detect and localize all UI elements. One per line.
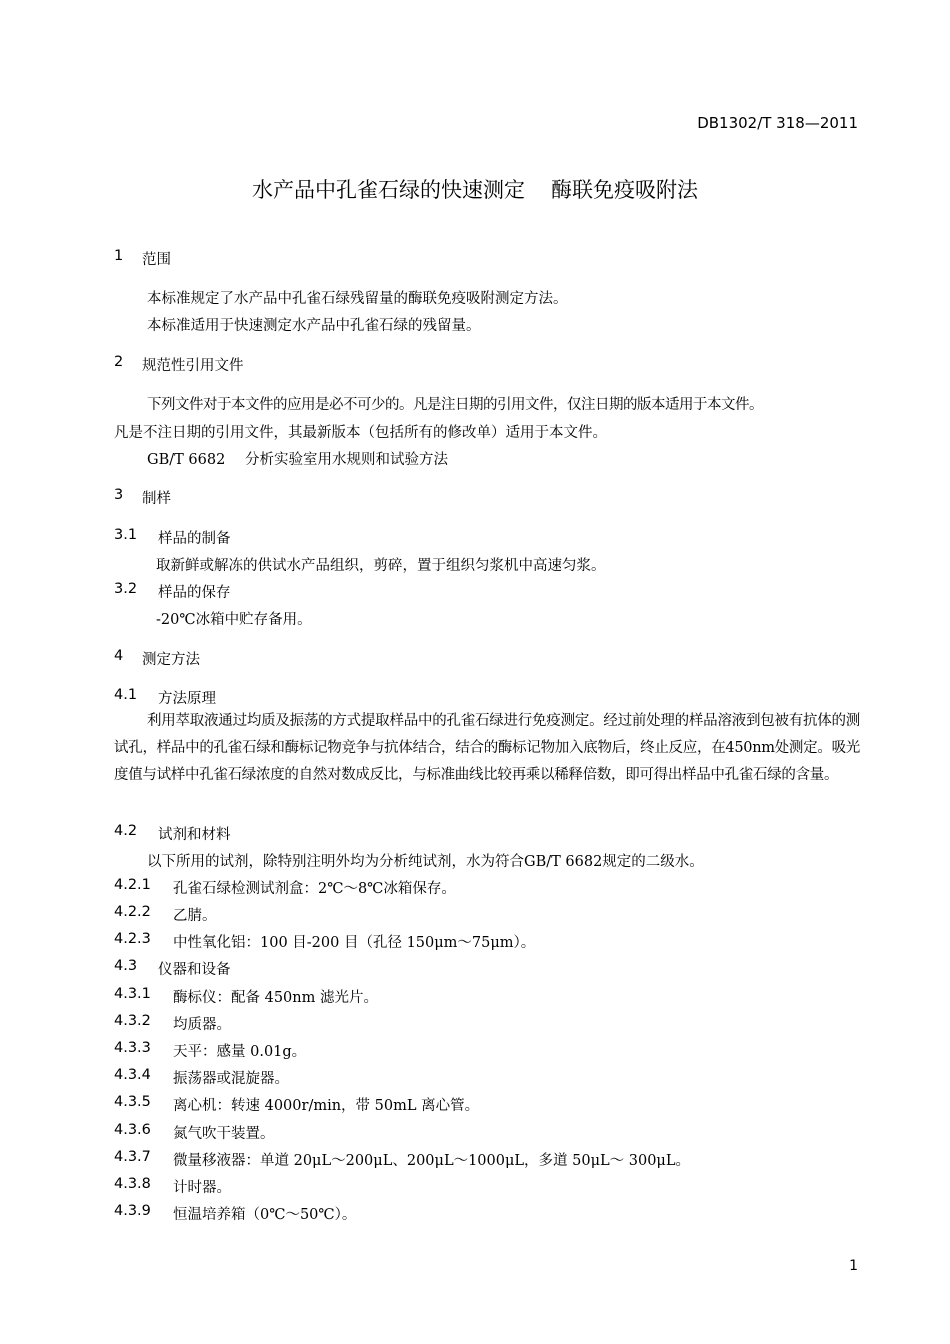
subsection-title: 试剂和材料 (158, 827, 231, 843)
section-number: 1 (114, 248, 124, 264)
item-text: 酶标仪：配备 450nm 滤光片。 (173, 990, 378, 1006)
reference-code: GB/T 6682 (147, 452, 226, 468)
item-number: 4.3.3 (114, 1040, 151, 1056)
item-text: 天平：感量 0.01g。 (173, 1044, 307, 1060)
subsection-title: 方法原理 (158, 691, 216, 707)
section-title: 制样 (142, 491, 171, 507)
document-title (0, 174, 950, 204)
subsection-title: 仪器和设备 (158, 962, 231, 978)
item-text: 氮气吹干装置。 (173, 1126, 275, 1142)
item-number: 4.3.9 (114, 1203, 151, 1219)
subsection-3-2-text: -20℃冰箱中贮存备用。 (156, 612, 312, 628)
subsection-number: 4.3 (114, 958, 138, 974)
item-text: 孔雀石绿检测试剂盒：2℃～8℃冰箱保存。 (173, 881, 456, 897)
item-number: 4.2.3 (114, 931, 151, 947)
item-text: 计时器。 (173, 1180, 231, 1196)
item-number: 4.2.1 (114, 877, 151, 893)
title-method: 酶联免疫吸附法 (551, 178, 698, 202)
subsection-4-2-text: 以下所用的试剂，除特别注明外均为分析纯试剂，水为符合GB/T 6682规定的二级水。 (147, 854, 704, 870)
item-number: 4.3.7 (114, 1149, 151, 1165)
item-number: 4.2.2 (114, 904, 151, 920)
item-text: 微量移液器：单道 20μL～200μL、200μL～1000μL，多道 50μL～ 300μL。 (173, 1153, 690, 1169)
section-1-paragraph-2: 本标准适用于快速测定水产品中孔雀石绿的残留量。 (147, 318, 481, 334)
subsection-4-1-text: 利用萃取液通过均质及振荡的方式提取样品中的孔雀石绿进行免疫测定。经过前处理的样品溶液到包被有抗体的测试孔，样品中的孔雀石绿和酶标记物竞争与抗体结合，结合的酶标记物加入底物后，终止反应，在450nm处测定。吸光度值与试样中孔雀石绿浓度的自然对数成反比，与标准曲线比较再乘以稀释倍数，即可得出样品中孔雀石绿的含量。 (114, 713, 860, 783)
subsection-number: 4.1 (114, 687, 138, 703)
normative-reference (147, 448, 448, 469)
item-number: 4.3.2 (114, 1013, 151, 1029)
item-text: 离心机：转速 4000r/min，带 50mL 离心管。 (173, 1098, 480, 1114)
section-number: 4 (114, 648, 124, 664)
subsection-number: 3.1 (114, 527, 138, 543)
subsection-3-1-text: 取新鲜或解冻的供试水产品组织，剪碎，置于组织匀浆机中高速匀浆。 (156, 558, 606, 574)
document-code: DB1302/T 318—2011 (697, 114, 858, 132)
section-2-paragraph-line-2: 凡是不注日期的引用文件，其最新版本（包括所有的修改单）适用于本文件。 (114, 425, 607, 441)
reference-title: 分析实验室用水规则和试验方法 (245, 452, 448, 468)
item-text: 均质器。 (173, 1017, 231, 1033)
item-number: 4.3.5 (114, 1094, 151, 1110)
item-number: 4.3.8 (114, 1176, 151, 1192)
item-number: 4.3.6 (114, 1122, 151, 1138)
section-number: 2 (114, 354, 124, 370)
subsection-number: 4.2 (114, 823, 138, 839)
section-1-paragraph-1: 本标准规定了水产品中孔雀石绿残留量的酶联免疫吸附测定方法。 (147, 291, 568, 307)
item-text: 中性氧化铝：100 目-200 目（孔径 150μm～75μm）。 (173, 935, 536, 951)
page-number: 1 (849, 1258, 858, 1274)
item-text: 恒温培养箱（0℃～50℃）。 (173, 1207, 357, 1223)
section-2-paragraph-line-1: 下列文件对于本文件的应用是必不可少的。凡是注日期的引用文件，仅注日期的版本适用于本文件。 (147, 397, 763, 413)
section-number: 3 (114, 487, 124, 503)
subsection-title: 样品的制备 (158, 531, 231, 547)
section-title: 规范性引用文件 (142, 358, 244, 374)
subsection-title: 样品的保存 (158, 585, 231, 601)
item-text: 乙腈。 (173, 908, 217, 924)
section-title: 测定方法 (142, 652, 200, 668)
item-number: 4.3.4 (114, 1067, 151, 1083)
item-number: 4.3.1 (114, 986, 151, 1002)
item-text: 振荡器或混旋器。 (173, 1071, 289, 1087)
section-title: 范围 (142, 252, 171, 268)
subsection-number: 3.2 (114, 581, 138, 597)
title-main: 水产品中孔雀石绿的快速测定 (252, 178, 525, 202)
